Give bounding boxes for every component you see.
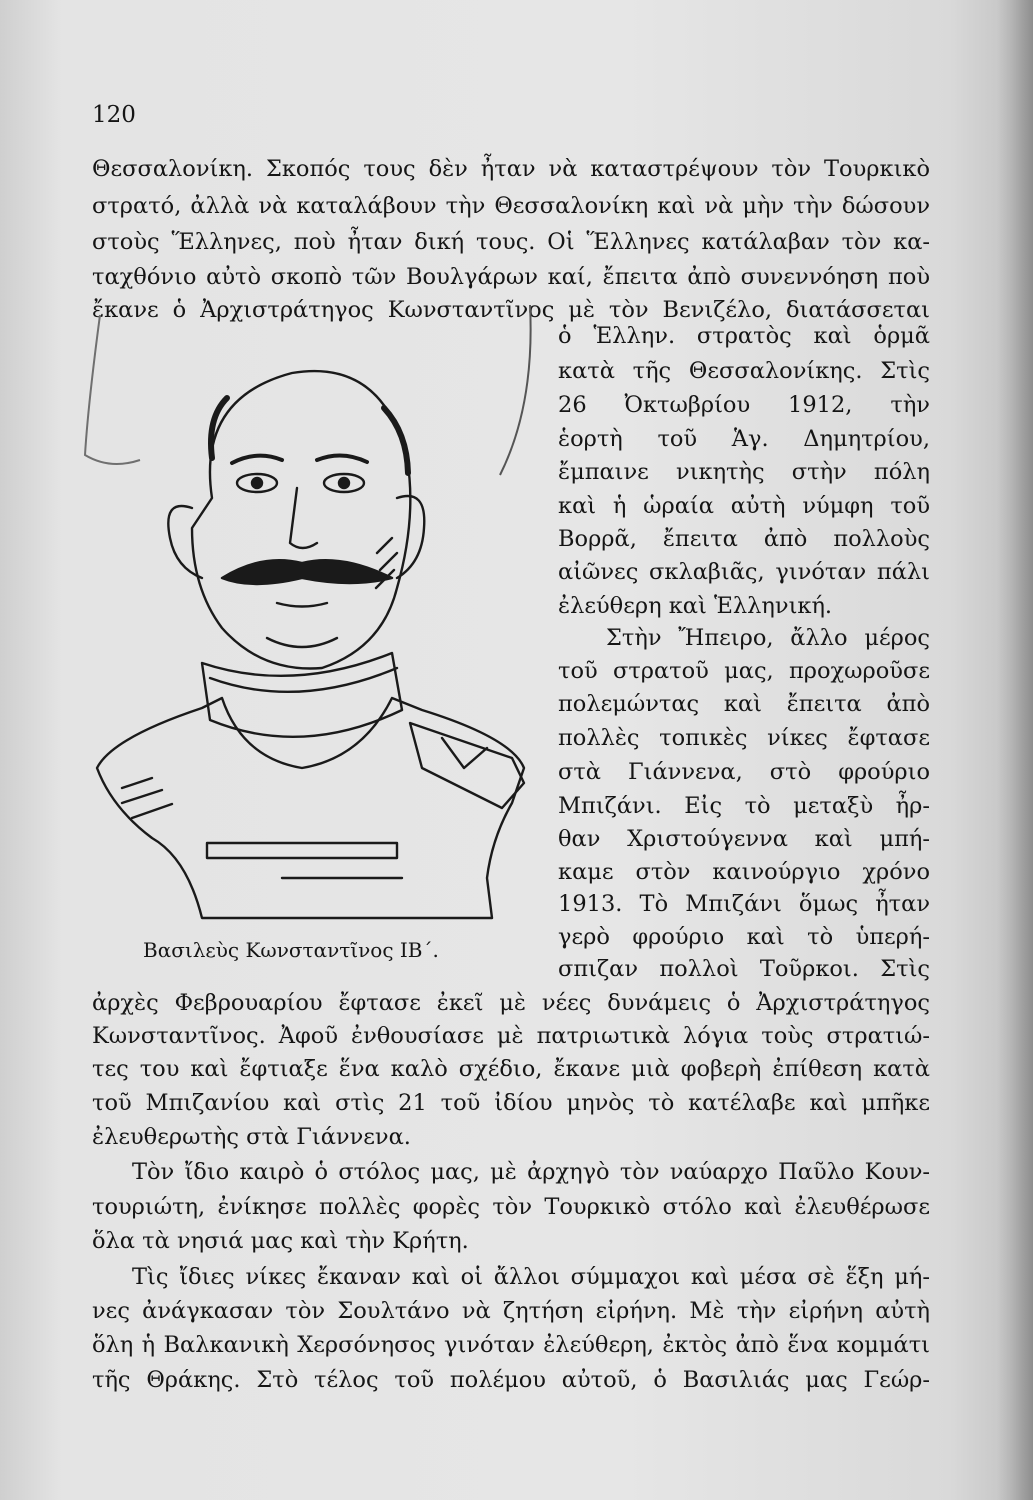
pencil-annotation [30,285,550,485]
text-line: τῆς Θράκης. Στὸ τέλος τοῦ πολέμου αὐτοῦ, ὁ Βασιλιάς μας Γεώρ- [92,1367,930,1393]
text-line: τοῦ Μπιζανίου καὶ στὶς 21 τοῦ ἰδίου μηνὸς τὸ κατέλαβε καὶ μπῆκε [92,1090,930,1116]
text-line: τουριώτη, ἐνίκησε πολλὲς φορὲς τὸν Τουρκικὸ στόλο καὶ ἐλευθέρωσε [92,1194,930,1220]
text-line: γερὸ φρούριο καὶ τὸ ὑπερή- [558,924,930,950]
text-line: Βορρᾶ, ἔπειτα ἀπὸ πολλοὺς [558,526,930,552]
text-line: καμε στὸν καινούργιο χρόνο [558,859,930,885]
text-line: ἐλευθερωτὴς στὰ Γιάννενα. [92,1124,411,1150]
text-line: ὅλα τὰ νησιά μας καὶ τὴν Κρήτη. [92,1228,469,1254]
text-line: ἐλεύθερη καὶ Ἑλληνική. [558,593,833,619]
text-line: ὁ Ἑλλην. στρατὸς καὶ ὁρμᾶ [558,323,930,349]
page-edge-shadow [997,0,1033,1500]
text-line: Κωνσταντῖνος. Ἀφοῦ ἐνθουσίασε μὲ πατριωτικὰ λόγια τοὺς στρατιώ- [92,1023,930,1049]
text-line: ταχθόνιο αὐτὸ σκοπὸ τῶν Βουλγάρων καί, ἔπειτα ἀπὸ συνεννόηση ποὺ [92,264,930,290]
text-line: στρατό, ἀλλὰ νὰ καταλάβουν τὴν Θεσσαλονίκη καὶ νὰ μὴν τὴν δώσουν [92,193,930,219]
text-line: Τὸν ἴδιο καιρὸ ὁ στόλος μας, μὲ ἀρχηγὸ τὸν ναύαρχο Παῦλο Κουν- [132,1159,930,1185]
text-line: Θεσσαλονίκη. Σκοπός τους δὲν ἦταν νὰ καταστρέψουν τὸν Τουρκικὸ [92,156,930,182]
text-line: στοὺς Ἕλληνες, ποὺ ἦταν δική τους. Οἱ Ἕλληνες κατάλαβαν τὸν κα- [92,229,930,255]
text-line: καὶ ἡ ὡραία αὐτὴ νύμφη τοῦ [558,493,930,519]
portrait-caption: Βασιλεὺς Κωνσταντῖνος ΙΒ΄. [143,938,439,962]
text-line: θαν Χριστούγεννα καὶ μπή- [558,826,930,852]
text-line: Μπιζάνι. Εἰς τὸ μεταξὺ ἦρ- [558,793,930,819]
text-line: πολλὲς τοπικὲς νίκες ἔφτασε [558,725,930,751]
text-line: κατὰ τῆς Θεσσαλονίκης. Στὶς [558,358,930,384]
text-line: τοῦ στρατοῦ μας, προχωροῦσε [558,658,930,684]
text-line: νες ἀνάγκασαν τὸν Σουλτάνο νὰ ζητήση εἰρήνη. Μὲ τὴν εἰρήνη αὐτὴ [92,1298,930,1324]
text-line: σπιζαν πολλοὶ Τοῦρκοι. Στὶς [558,956,930,982]
text-line: ὅλη ἡ Βαλκανικὴ Χερσόνησος γινόταν ἐλεύθερη, ἐκτὸς ἀπὸ ἕνα κομμάτι [92,1332,930,1358]
text-line: τες του καὶ ἔφτιαξε ἕνα καλὸ σχέδιο, ἔκανε μιὰ φοβερὴ ἐπίθεση κατὰ [92,1056,930,1082]
page-number: 120 [92,102,136,128]
text-line: στὰ Γιάννενα, στὸ φρούριο [558,759,930,785]
text-line: 1913. Τὸ Μπιζάνι ὅμως ἦταν [558,891,930,917]
text-line: ἑορτὴ τοῦ Ἁγ. Δημητρίου, [558,426,930,452]
text-line: ἔμπαινε νικητὴς στὴν πόλη [558,459,930,485]
text-line: Στὴν Ἤπειρο, ἄλλο μέρος [606,625,930,651]
text-line: αἰῶνες σκλαβιᾶς, γινόταν πάλι [558,559,930,585]
text-line: Τὶς ἴδιες νίκες ἔκαναν καὶ οἱ ἄλλοι σύμμαχοι καὶ μέσα σὲ ἕξη μή- [132,1264,930,1290]
text-line: ἔκανε ὁ Ἀρχιστράτηγος Κωνσταντῖνος μὲ τὸν Βενιζέλο, διατάσσεται [92,297,930,323]
text-line: πολεμώντας καὶ ἔπειτα ἀπὸ [558,691,930,717]
text-line: 26 Ὀκτωβρίου 1912, τὴν [558,392,930,418]
text-line: ἀρχὲς Φεβρουαρίου ἔφτασε ἐκεῖ μὲ νέες δυνάμεις ὁ Ἀρχιστράτηγος [92,990,930,1016]
